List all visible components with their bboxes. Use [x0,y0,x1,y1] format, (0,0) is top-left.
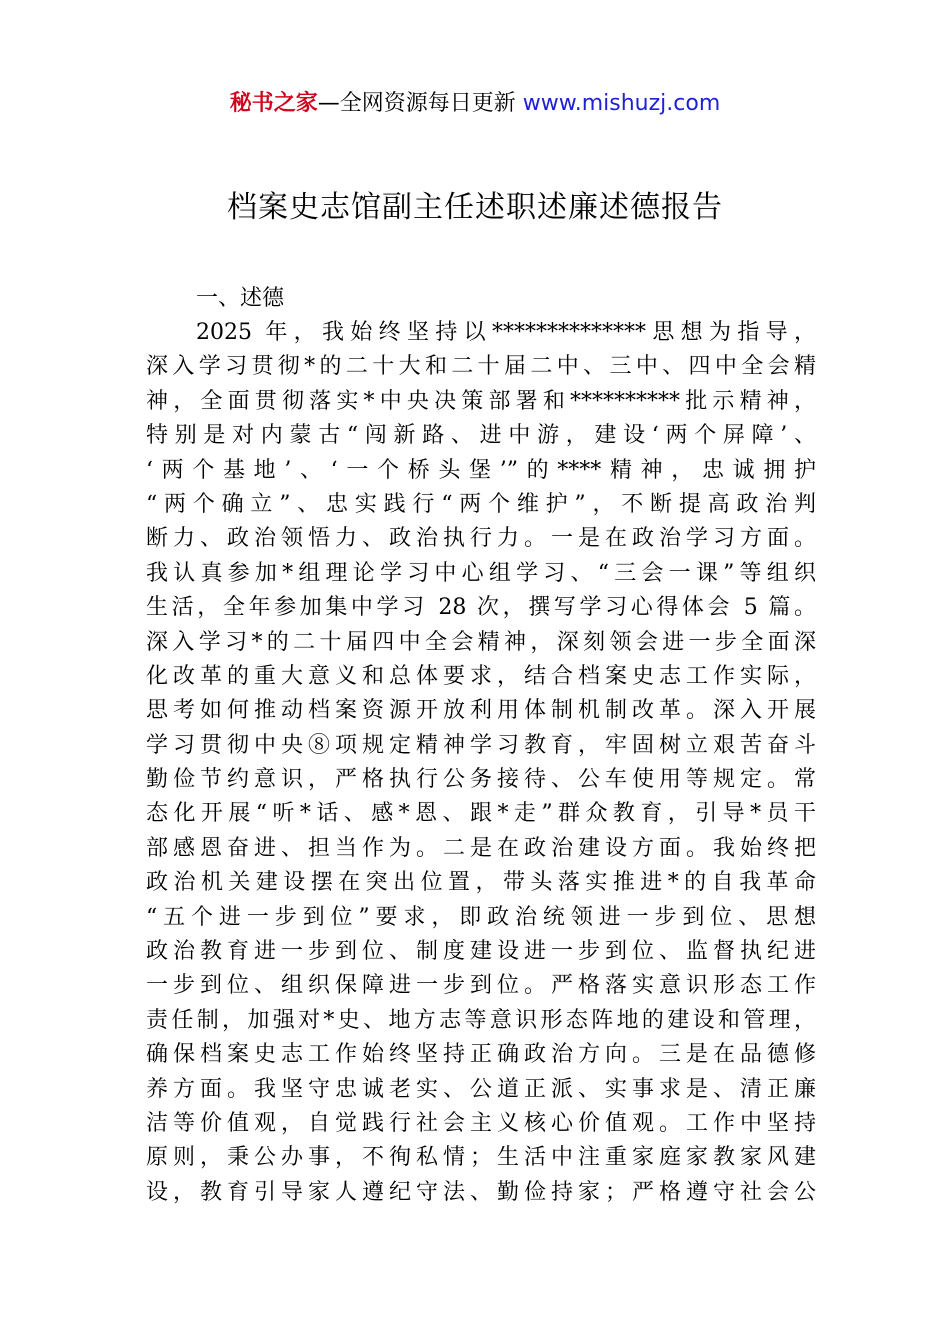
paragraph-line: “两个确立”、忠实践行“两个维护”，不断提高政治判 [146,491,816,517]
body-paragraph [146,316,816,1210]
site-slogan: —全网资源每日更新 [317,91,516,116]
paragraph-line: 养方面。我坚守忠诚老实、公道正派、实事求是、清正廉 [146,1076,816,1102]
paragraph-line: 学习贯彻中央⑧项规定精神学习教育，牢固树立艰苦奋斗 [146,732,816,758]
paragraph-line: 态化开展“听*话、感*恩、跟*走”群众教育，引导*员干 [146,801,816,827]
paragraph-line: 化改革的重大意义和总体要求，结合档案史志工作实际， [146,663,816,689]
paragraph-line: 神，全面贯彻落实*中央决策部署和**********批示精神， [146,388,816,414]
site-name: 秘书之家 [229,91,318,116]
document-title: 档案史志馆副主任述职述廉述德报告 [227,190,723,225]
paragraph-line: ‘两个基地’、‘一个桥头堡’”的****精神，忠诚拥护 [146,457,816,483]
paragraph-line: 2025 年，我始终坚持以**************思想为指导， [196,320,816,345]
paragraph-line: 深入学习贯彻*的二十大和二十届二中、三中、四中全会精 [146,354,816,380]
paragraph-line: 我认真参加*组理论学习中心组学习、“三会一课”等组织 [146,560,816,586]
paragraph-line: 特别是对内蒙古“闯新路、进中游，建设‘两个屏障’、 [146,423,816,449]
paragraph-line: 设，教育引导家人遵纪守法、勤俭持家；严格遵守社会公 [146,1179,816,1205]
site-url-link[interactable]: www.mishuzj.com [522,91,721,116]
paragraph-line: 深入学习*的二十届四中全会精神，深刻领会进一步全面深 [146,629,816,655]
paragraph-line: 断力、政治领悟力、政治执行力。一是在政治学习方面。 [146,526,816,552]
paragraph-line: 洁等价值观，自觉践行社会主义核心价值观。工作中坚持 [146,1110,816,1136]
section-heading: 一、述德 [196,286,285,311]
paragraph-line: “五个进一步到位”要求，即政治统领进一步到位、思想 [146,904,816,930]
paragraph-line: 政治机关建设摆在突出位置，带头落实推进*的自我革命 [146,870,816,896]
paragraph-line: 责任制，加强对*史、地方志等意识形态阵地的建设和管理， [146,1007,816,1033]
paragraph-line: 部感恩奋进、担当作为。二是在政治建设方面。我始终把 [146,835,816,861]
paragraph-line: 一步到位、组织保障进一步到位。严格落实意识形态工作 [146,973,816,999]
paragraph-line: 确保档案史志工作始终坚持正确政治方向。三是在品德修 [146,1042,816,1068]
paragraph-line: 思考如何推动档案资源开放利用体制机制改革。深入开展 [146,698,816,724]
site-banner [0,86,950,122]
paragraph-line: 生活，全年参加集中学习 28 次，撰写学习心得体会 5 篇。 [146,595,816,621]
paragraph-line: 政治教育进一步到位、制度建设进一步到位、监督执纪进 [146,939,816,965]
paragraph-line: 原则，秉公办事，不徇私情；生活中注重家庭家教家风建 [146,1145,816,1171]
paragraph-line: 勤俭节约意识，严格执行公务接待、公车使用等规定。常 [146,767,816,793]
